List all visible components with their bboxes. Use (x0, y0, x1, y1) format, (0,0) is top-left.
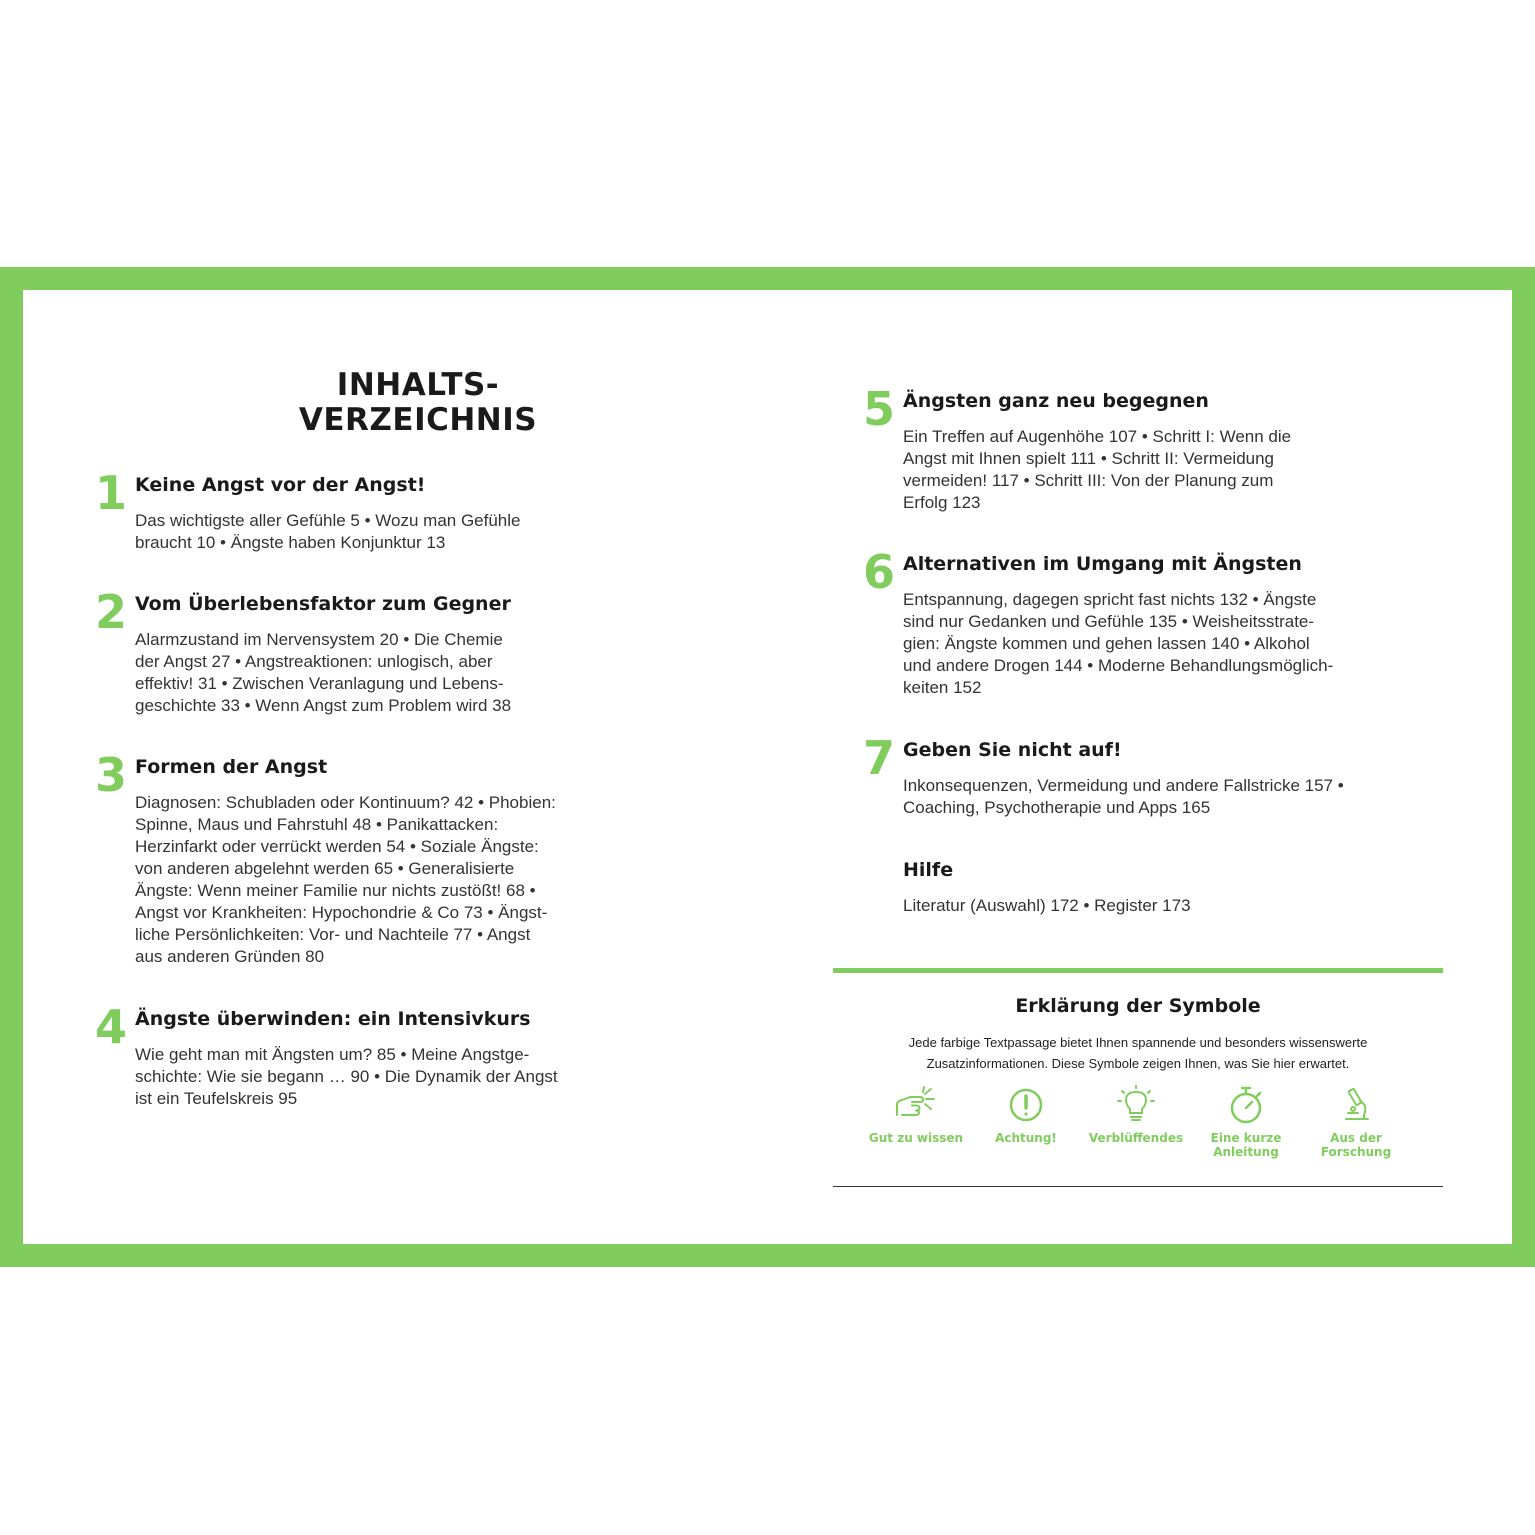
chapter-entries (135, 1044, 558, 1110)
symbol-label-line: Gut zu wissen (868, 1131, 964, 1145)
chapter-hilfe[interactable] (903, 858, 1191, 917)
chapter-title: Ängste überwinden: ein Intensivkurs (135, 1008, 531, 1030)
microscope-icon (1334, 1085, 1378, 1125)
toc-title-line2: VERZEICHNIS (298, 402, 538, 438)
symbol-label-line: Achtung! (995, 1131, 1057, 1145)
legend-title: Erklärung der Symbole (1015, 995, 1261, 1017)
symbol-label (1301, 1131, 1411, 1159)
symbol-verblueffendes (1081, 1085, 1191, 1145)
entry-line: der Angst 27 • Angstreaktionen: unlogisch, aber (135, 652, 493, 671)
entry-line: Wie geht man mit Ängsten um? 85 • Meine Angstge- (135, 1045, 530, 1064)
entry-line: Das wichtigste aller Gefühle 5 • Wozu man Gefühle (135, 511, 521, 530)
entry-line: ist ein Teufelskreis 95 (135, 1089, 298, 1108)
symbol-achtung (971, 1085, 1081, 1145)
symbol-forschung (1301, 1085, 1411, 1159)
exclamation-icon (1004, 1085, 1048, 1125)
symbol-label (1191, 1131, 1301, 1159)
legend-bottom-rule (833, 1186, 1443, 1187)
entry-line: sind nur Gedanken und Gefühle 135 • Weisheitsstrate- (903, 612, 1315, 631)
page-spread (23, 290, 1512, 1244)
chapter-entries (903, 426, 1291, 514)
chapter-3[interactable] (94, 748, 556, 968)
entry-line: schichte: Wie sie begann … 90 • Die Dynamik der Angst (135, 1067, 558, 1086)
symbol-list (861, 1085, 1411, 1175)
legend-description-line: Zusatzinformationen. Diese Symbole zeigen Ihnen, was Sie hier erwartet. (926, 1056, 1350, 1071)
chapter-2[interactable] (94, 585, 512, 717)
symbol-label (1081, 1131, 1191, 1145)
chapter-number: 3 (94, 748, 127, 802)
entry-line: Angst vor Krankheiten: Hypochondrie & Co 73 • Ängst- (135, 903, 548, 922)
lightbulb-icon (1114, 1085, 1158, 1125)
toc-title (263, 368, 573, 438)
chapter-entries (135, 792, 556, 968)
entry-line: Ängste: Wenn meiner Familie nur nichts zustößt! 68 • (135, 881, 536, 900)
entry-line: geschichte 33 • Wenn Angst zum Problem wird 38 (135, 696, 512, 715)
chapter-entries (135, 510, 521, 554)
entry-line: Spinne, Maus und Fahrstuhl 48 • Panikattacken: (135, 815, 499, 834)
symbol-label (971, 1131, 1081, 1145)
chapter-entries (903, 775, 1344, 819)
chapter-title: Vom Überlebensfaktor zum Gegner (135, 593, 511, 615)
chapter-7[interactable] (862, 731, 1344, 819)
entry-line: Angst mit Ihnen spielt 111 • Schritt II: Vermeidung (903, 449, 1275, 468)
entry-line: Coaching, Psychotherapie und Apps 165 (903, 798, 1211, 817)
entry-line: vermeiden! 117 • Schritt III: Von der Planung zum (903, 471, 1274, 490)
chapter-number: 4 (94, 1000, 127, 1054)
chapter-entries (903, 895, 1191, 917)
chapter-6[interactable] (862, 545, 1334, 699)
entry-line: effektiv! 31 • Zwischen Veranlagung und Lebens- (135, 674, 504, 693)
symbol-label-line: Eine kurze (1210, 1131, 1282, 1145)
pointing-hand-icon (894, 1085, 938, 1125)
symbol-anleitung (1191, 1085, 1301, 1159)
entry-line: Alarmzustand im Nervensystem 20 • Die Chemie (135, 630, 503, 649)
symbol-label-line: Verblüffendes (1088, 1131, 1184, 1145)
chapter-1[interactable] (94, 466, 521, 554)
entry-line: liche Persönlichkeiten: Vor- und Nachteile 77 • Angst (135, 925, 531, 944)
chapter-number: 2 (94, 585, 127, 639)
symbol-label (861, 1131, 971, 1145)
entry-line: Inkonsequenzen, Vermeidung und andere Fallstricke 157 • (903, 776, 1344, 795)
toc-title-line1: INHALTS- (336, 367, 500, 403)
entry-line: Literatur (Auswahl) 172 • Register 173 (903, 896, 1191, 915)
entry-line: gien: Ängste kommen und gehen lassen 140 • Alkohol (903, 634, 1310, 653)
entry-line: keiten 152 (903, 678, 982, 697)
entry-line: und andere Drogen 144 • Moderne Behandlungsmöglich- (903, 656, 1334, 675)
chapter-title: Keine Angst vor der Angst! (135, 474, 426, 496)
chapter-number: 6 (862, 545, 895, 599)
entry-line: Ein Treffen auf Augenhöhe 107 • Schritt I: Wenn die (903, 427, 1292, 446)
legend-description (883, 1032, 1393, 1074)
chapter-title: Ängsten ganz neu begegnen (903, 390, 1209, 412)
chapter-title: Formen der Angst (135, 756, 328, 778)
chapter-entries (135, 629, 511, 717)
stopwatch-icon (1224, 1085, 1268, 1125)
symbol-label-line: Aus der (1330, 1131, 1382, 1145)
chapter-title: Geben Sie nicht auf! (903, 739, 1122, 761)
legend-top-rule (833, 968, 1443, 973)
legend-description-line: Jede farbige Textpassage bietet Ihnen spannende und besonders wissenswerte (908, 1035, 1368, 1050)
entry-line: von anderen abgelehnt werden 65 • Generalisierte (135, 859, 515, 878)
green-frame (0, 267, 1535, 1267)
entry-line: Entspannung, dagegen spricht fast nichts 132 • Ängste (903, 590, 1317, 609)
entry-line: aus anderen Gründen 80 (135, 947, 325, 966)
chapter-number: 1 (94, 466, 127, 520)
symbol-gut-zu-wissen (861, 1085, 971, 1145)
symbol-label-line: Forschung (1320, 1145, 1392, 1159)
entry-line: Erfolg 123 (903, 493, 981, 512)
chapter-title: Alternativen im Umgang mit Ängsten (903, 553, 1302, 575)
entry-line: Herzinfarkt oder verrückt werden 54 • Soziale Ängste: (135, 837, 539, 856)
chapter-4[interactable] (94, 1000, 558, 1110)
entry-line: braucht 10 • Ängste haben Konjunktur 13 (135, 533, 446, 552)
symbol-label-line: Anleitung (1213, 1145, 1279, 1159)
chapter-title: Hilfe (903, 859, 954, 881)
chapter-5[interactable] (862, 382, 1292, 514)
chapter-number: 7 (862, 731, 895, 785)
entry-line: Diagnosen: Schubladen oder Kontinuum? 42 • Phobien: (135, 793, 556, 812)
chapter-entries (903, 589, 1333, 699)
chapter-number: 5 (862, 382, 895, 436)
